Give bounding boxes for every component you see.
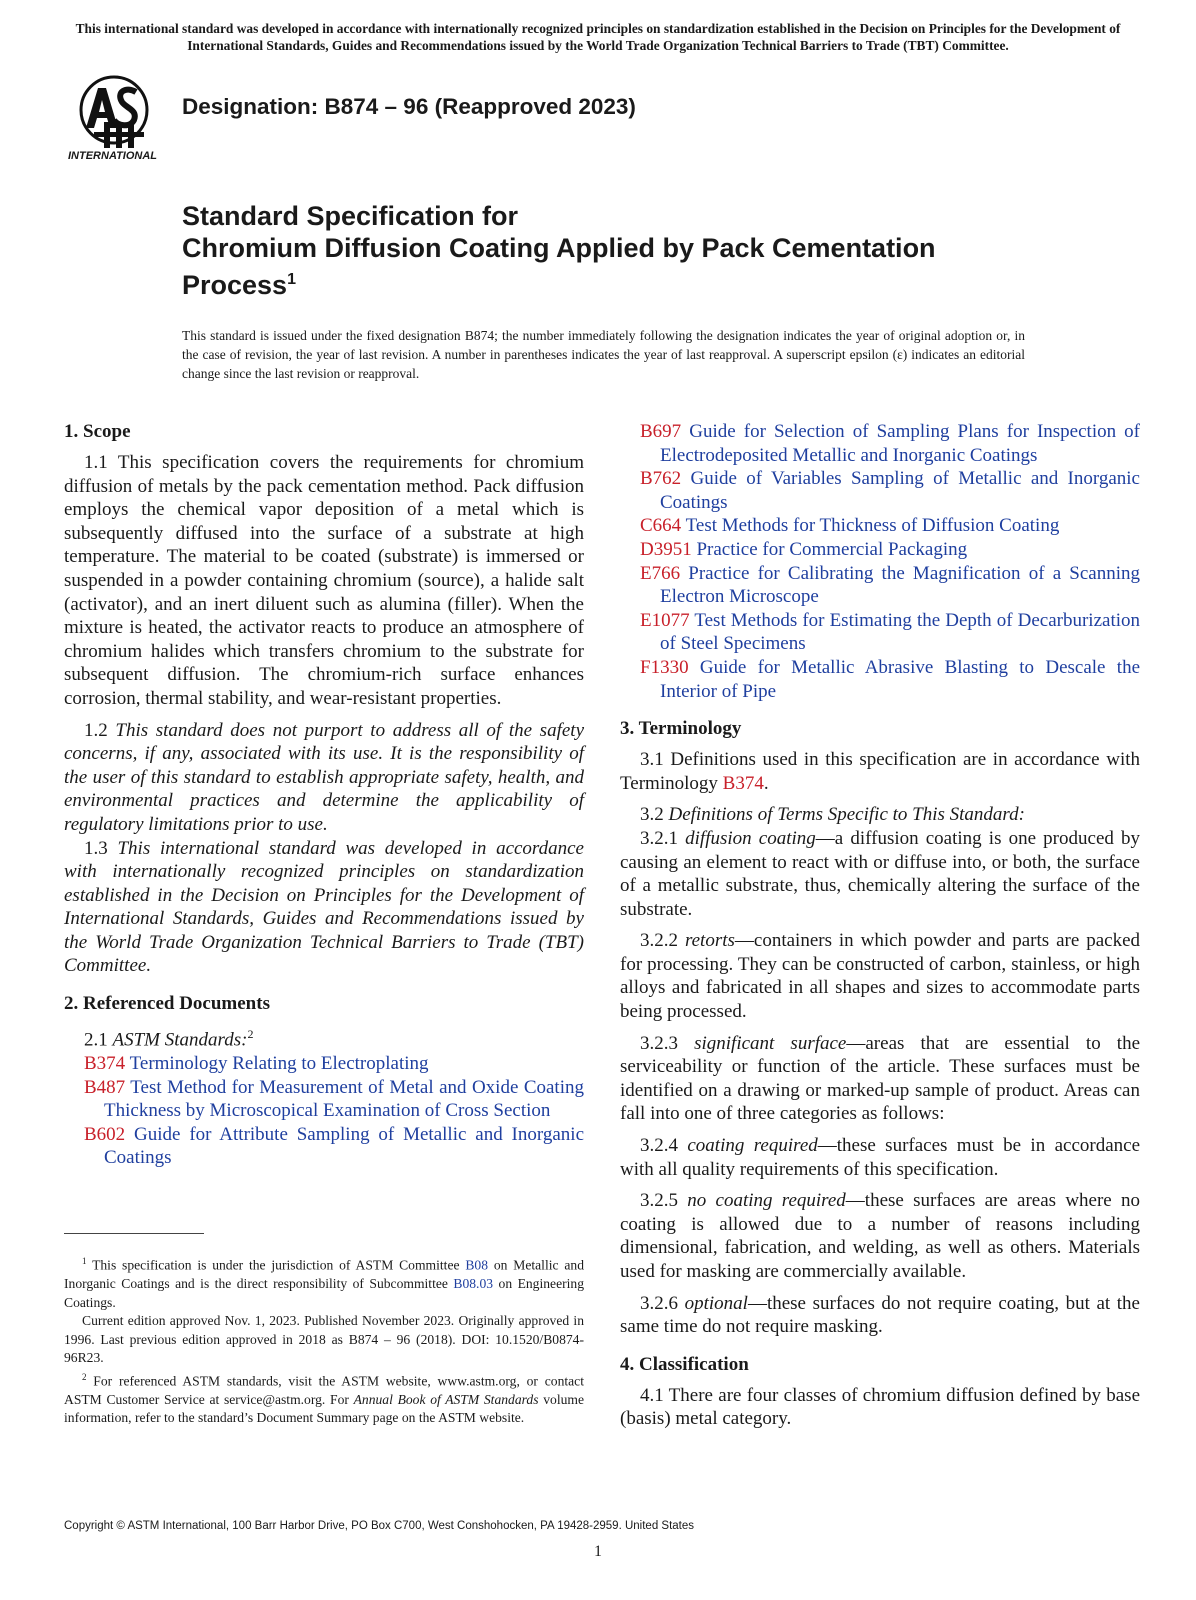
designation: Designation: B874 – 96 (Reapproved 2023) (182, 94, 636, 119)
footnote-rule (64, 1233, 204, 1234)
title-footnote-marker: 1 (287, 271, 296, 288)
ref-b374[interactable]: B374 Terminology Relating to Electroplating (84, 1052, 429, 1074)
section-4-heading: 4. Classification (620, 1353, 749, 1375)
astm-logo (64, 70, 174, 166)
subcommittee-b08-03-link[interactable]: B08.03 (453, 1276, 494, 1292)
right-column (620, 420, 1140, 1431)
section-1-heading: 1. Scope (64, 421, 131, 442)
footnote-1: $^1$ This specification is under the jurisdiction of ASTM Committee B08 on Metallic and Inorganic Coatings and is the direct responsibility of Subcommittee B08.03 on Engineering Coatings. (64, 1256, 584, 1310)
committee-b08-link[interactable]: B08 (465, 1257, 489, 1273)
section-2-heading: 2. Referenced Documents (64, 993, 270, 1015)
page-number: 1 (594, 1543, 602, 1560)
title-line2: Chromium Diffusion Coating Applied by Pack Cementation Process$^1$ (182, 233, 936, 300)
para-3-2: 3.2 Definitions of Terms Specific to This Standard: (640, 804, 1025, 826)
ref-b487[interactable]: B487 Test Method for Measurement of Metal and Oxide Coating Thickness by Microscopical Examination of Cross Section (84, 1076, 584, 1122)
ref-e766[interactable]: E766 Practice for Calibrating the Magnification of a Scanning Electron Microscope (640, 562, 1140, 608)
ref-f1330[interactable]: F1330 Guide for Metallic Abrasive Blasting to Descale the Interior of Pipe (640, 656, 1141, 702)
ref-b762[interactable]: B762 Guide of Variables Sampling of Metallic and Inorganic Coatings (640, 468, 1140, 513)
b374-link[interactable]: B374 (722, 772, 764, 794)
ref-d3951[interactable]: D3951 Practice for Commercial Packaging (640, 538, 968, 560)
copyright: Copyright © ASTM International, 100 Barr Harbor Drive, PO Box C700, West Conshohocken, PA 19428-2959. United States (64, 1520, 695, 1532)
def-3-2-6: 3.2.6 optional—these surfaces do not require coating, but at the same time do not require masking. (620, 1292, 1140, 1338)
ref-e1077[interactable]: E1077 Test Methods for Estimating the Depth of Decarburization of Steel Specimens (640, 609, 1140, 655)
para-1-2: 1.2 This standard does not purport to address all of the safety concerns, if any, associated with its use. It is the responsibility of the user of this standard to establish appropriate safety, health, and environmental practices and determine the applicability of regulatory limitations prior to use. (64, 719, 584, 835)
top-notice: This international standard was developed in accordance with internationally recognized principles on standardization established in the Decision on Principles for the Development of International Standards, Guides and Recommendations issued by the World Trade Organization Technical Barriers to Trade (TBT) Committee. (75, 21, 1121, 53)
footnotes (64, 1252, 584, 1428)
para-2-1: 2.1 ASTM Standards:$^2$ (84, 1027, 254, 1051)
document-title (182, 200, 1042, 301)
footnote-1-edition: Current edition approved Nov. 1, 2023. Published November 2023. Originally approved in 1996. Last previous edition approved in 2018 as B874 – 96 (2018). DOI: 10.1520/B0874-96R23. (64, 1313, 584, 1366)
para-1-3: 1.3 This international standard was developed in accordance with internationally recognized principles on standardization established in the Decision on Principles for the Development of International Standards, Guides and Recommendations issued by the World Trade Organization Technical Barriers to Trade (TBT) Committee. (64, 837, 584, 977)
footnote-2: $^2$ For referenced ASTM standards, visit the ASTM website, www.astm.org, or contact ASTM Customer Service at service@astm.org. For Annual Book of ASTM Standards volume information, refer to the standard’s Document Summary page on the ASTM website. (64, 1371, 585, 1426)
left-column (64, 420, 584, 1170)
logo-wordmark: INTERNATIONAL (68, 150, 158, 162)
ref-c664[interactable]: C664 Test Methods for Thickness of Diffusion Coating (640, 515, 1060, 537)
issued-note: This standard is issued under the fixed designation B874; the number immediately following the designation indicates the year of original adoption or, in the case of revision, the year of last revision. A number in parentheses indicates the year of last reapproval. A superscript epsilon (ε) indicates an editorial change since the last revision or reapproval. (182, 328, 1025, 381)
ref-b602[interactable]: B602 Guide for Attribute Sampling of Metallic and Inorganic Coatings (84, 1123, 585, 1169)
para-4-1: 4.1 There are four classes of chromium diffusion defined by base (basis) metal category. (620, 1384, 1140, 1430)
def-3-2-2: 3.2.2 retorts—containers in which powder and parts are packed for processing. They can be constructed of carbon, stainless, or high alloys and fabricated in all shapes and sizes to accommodate parts being processed. (620, 930, 1141, 1023)
title-line1: Standard Specification for (182, 201, 519, 231)
def-3-2-4: 3.2.4 coating required—these surfaces must be in accordance with all quality requirements of this specification. (620, 1135, 1140, 1180)
para-3-1: 3.1 Definitions used in this specification are in accordance with Terminology B374. (620, 749, 1140, 794)
para-1-1: 1.1 This specification covers the requirements for chromium diffusion of metals by the pack cementation method. Pack diffusion employs the chemical vapor deposition of a metal which is subsequently diffused into the surface of a substrate at high temperature. The material to be coated (substrate) is immersed or suspended in a powder containing chromium (source), a halide salt (activator), and an inert diluent such as alumina (filler). When the mixture is heated, the activator reacts to produce an atmosphere of chromium halides which transfers chromium to the substrate for subsequent diffusion. The chromium-rich surface enhances corrosion, thermal stability, and wear-resistant properties. (64, 452, 584, 709)
ref-b697[interactable]: B697 Guide for Selection of Sampling Plans for Inspection of Electrodeposited Metallic and Inorganic Coatings (640, 421, 1140, 466)
def-3-2-5: 3.2.5 no coating required—these surfaces are areas where no coating is allowed due to a number of reasons including dimensional, fabrication, and welding, as well as others. Materials used for masking are commercially available. (620, 1190, 1140, 1282)
section-3-heading: 3. Terminology (620, 718, 742, 740)
def-3-2-1: 3.2.1 diffusion coating—a diffusion coating is one produced by causing an element to react with or diffuse into, or both, the surface of a metallic substrate, thus, chemically altering the surface of the substrate. (620, 827, 1141, 920)
def-3-2-3: 3.2.3 significant surface—areas that are essential to the serviceability or function of the article. These surfaces must be identified on a drawing or marked-up sample of product. Areas can fall into one of three categories as follows: (620, 1032, 1141, 1125)
